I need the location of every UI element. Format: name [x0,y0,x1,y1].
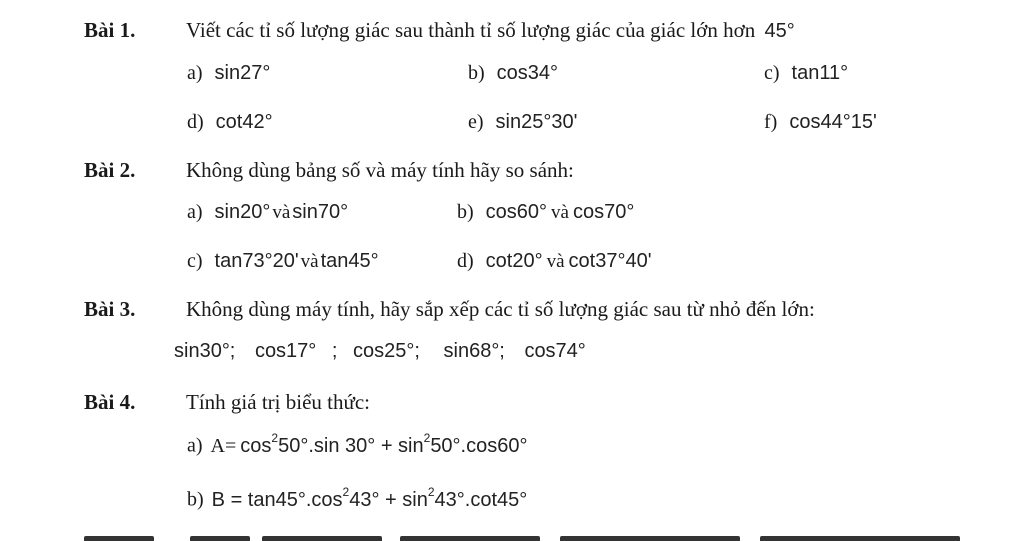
b1-item-f [764,111,877,134]
item-label: a) [187,434,203,457]
b1-question: Viết các tỉ số lượng giác sau thành tỉ số lượng giác của giác lớn hơn [186,18,756,42]
b3-list [174,340,586,363]
b2-item-c [187,250,379,273]
item-expr: tan11° [791,62,849,84]
exponent: 2 [423,431,431,445]
item-label: a) [187,62,203,84]
b1-title: Bài 1. [84,18,136,42]
b1-item-c [764,62,848,85]
b1-item-e [468,111,577,134]
item-label: a) [187,201,203,223]
item-expr-2: cos70° [572,201,635,223]
b1-text [186,18,795,43]
b2-item-b [457,201,634,224]
expr-part: 43° + sin [349,488,428,511]
item-label: b) [457,201,474,223]
b4-item-a [187,433,527,458]
item-label: e) [468,111,484,133]
item-label: b) [468,62,485,84]
b4-item-b [187,487,527,512]
b3-list-item: cos17° [254,340,317,362]
b3-list-item: cos74° [524,340,586,362]
item-and: và [551,202,569,223]
expr-part: cos [240,434,272,457]
item-expr: cot42° [215,111,273,133]
exponent: 2 [271,431,279,445]
item-expr-1: cos60° [485,201,548,223]
b3-title: Bài 3. [84,297,136,321]
b2-item-d [457,250,652,273]
item-and: và [546,251,565,272]
b3-list-item: cos25°; [353,340,420,362]
b2-text: Không dùng bảng số và máy tính hãy so sánh: [186,158,574,182]
b2-item-a [187,201,348,224]
exponent: 2 [427,485,435,499]
b1-item-d [187,111,273,134]
item-expr-2: tan45° [320,250,379,272]
item-label: d) [457,250,474,272]
item-label: f) [764,111,778,133]
b4-title: Bài 4. [84,390,136,414]
item-and: và [272,202,291,223]
b4a-expr [240,431,528,457]
item-expr: cos44°15' [789,111,877,133]
expr-part: B = tan45°.cos [211,488,343,511]
b2-title: Bài 2. [84,158,136,182]
exponent: 2 [342,485,350,499]
b1-degree: 45° [764,20,795,42]
item-expr-1: cot20° [485,250,543,272]
b3-list-item: sin30°; [174,340,236,362]
item-label: b) [187,488,204,511]
item-expr-2: cot37°40' [568,250,652,272]
item-expr-1: sin20° [214,201,271,223]
item-expr-2: sin70° [292,201,349,223]
item-label: d) [187,111,204,133]
item-label: c) [764,62,780,84]
expr-part: 43°.cot45° [434,488,528,511]
b3-text: Không dùng máy tính, hãy sắp xếp các tỉ số lượng giác sau từ nhỏ đến lớn: [186,297,815,321]
b4a-lhs: A= [210,434,237,457]
item-expr: sin25°30' [495,111,578,133]
item-and: và [300,251,319,272]
item-expr: cos34° [496,62,559,84]
expr-part: 50°.cos60° [430,434,528,457]
b3-list-item: ; [331,340,338,362]
b1-item-b [468,62,558,85]
b4b-expr [211,485,528,511]
b3-list-item: sin68°; [443,340,505,362]
item-label: c) [187,250,203,272]
clipped-next-line [0,532,1024,541]
b1-item-a [187,62,270,85]
item-expr-1: tan73°20' [214,250,299,272]
expr-part: 50°.sin 30° + sin [278,434,424,457]
b4-text: Tính giá trị biểu thức: [186,390,371,414]
item-expr: sin27° [214,62,271,84]
